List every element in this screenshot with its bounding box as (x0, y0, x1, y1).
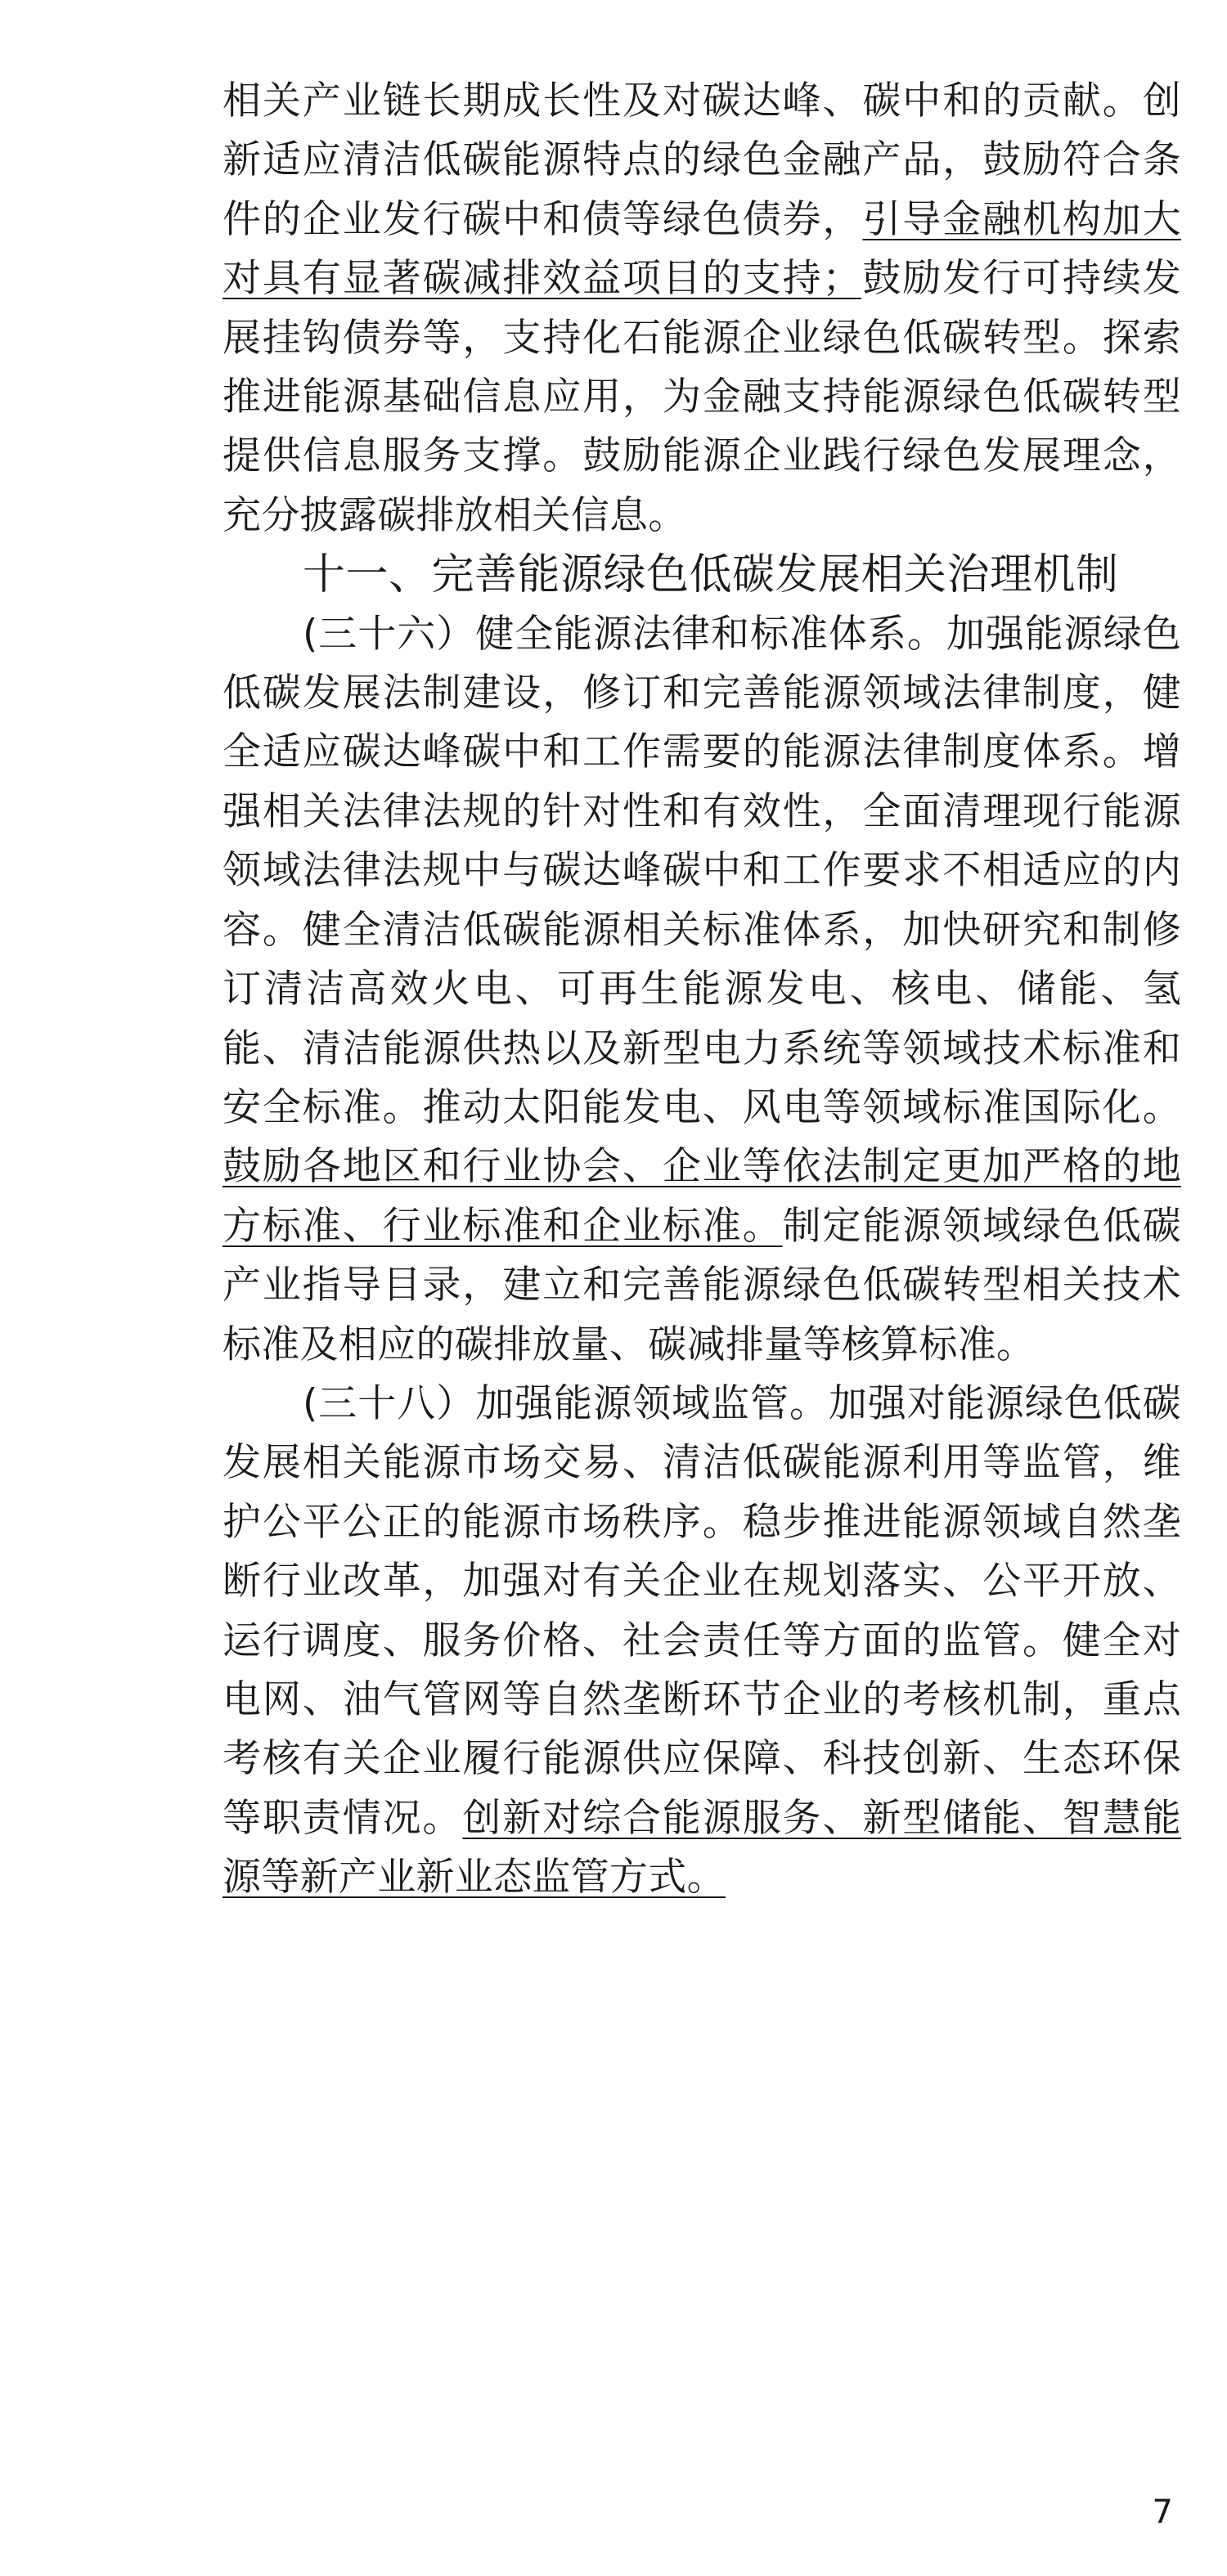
paragraph-article-36 (222, 605, 1181, 1375)
text-segment: 相关产业链长期成长性及对碳达峰、碳中和的贡献。创新适应清洁低碳能源特点的绿色金融产品，鼓励符合条件的企业发行碳中和债等绿色债券， (222, 79, 1181, 242)
text-segment: 鼓励发行可持续发展挂钩债券等，支持化石能源企业绿色低碳转型。探索推进能源基础信息应用，为金融支持能源绿色低碳转型提供信息服务支撑。鼓励能源企业践行绿色发展理念，充分披露碳排放相关信息。 (222, 256, 1181, 538)
paragraph-article-38 (222, 1375, 1181, 1908)
section-heading: 十一、完善能源绿色低碳发展相关治理机制 (303, 550, 1119, 600)
underlined-text-segment: 引导金融机构加大对具有显著碳减排效益项目的支持； (222, 196, 1181, 302)
body-text-column (222, 72, 1181, 1908)
underlined-text-segment: 鼓励各地区和行业协会、企业等依法制定更加严格的地方标准、行业标准和企业标准。 (222, 1144, 1181, 1249)
text-segment: (三十六）健全能源法律和标准体系。加强能源绿色低碳发展法制建设，修订和完善能源领域法律制度，健全适应碳达峰碳中和工作需要的能源法律制度体系。增强相关法律法规的针对性和有效性，全面清理现行能源领域法律法规中与碳达峰碳中和工作要求不相适应的内容。健全清洁低碳能源相关标准体系，加快研究和制修订清洁高效火电、可再生能源发电、核电、储能、氢能、清洁能源供热以及新型电力系统等领域技术标准和安全标准。推动太阳能发电、风电等领域标准国际化。 (222, 611, 1181, 1130)
page-number: 7 (1152, 2493, 1173, 2531)
underlined-text-segment: 创新对综合能源服务、新型储能、智慧能源等新产业新业态监管方式。 (222, 1795, 1181, 1901)
text-segment: 制定能源领域绿色低碳产业指导目录，建立和完善能源绿色低碳转型相关技术标准及相应的碳排放量、碳减排量等核算标准。 (222, 1203, 1182, 1367)
paragraph-green-finance (222, 72, 1181, 545)
text-segment: (三十八）加强能源领域监管。加强对能源绿色低碳发展相关能源市场交易、清洁低碳能源利用等监管，维护公平公正的能源市场秩序。稳步推进能源领域自然垄断行业改革，加强对有关企业在规划落实、公平开放、运行调度、服务价格、社会责任等方面的监管。健全对电网、油气管网等自然垄断环节企业的考核机制，重点考核有关企业履行能源供应保障、科技创新、生态环保等职责情况。 (222, 1380, 1181, 1841)
